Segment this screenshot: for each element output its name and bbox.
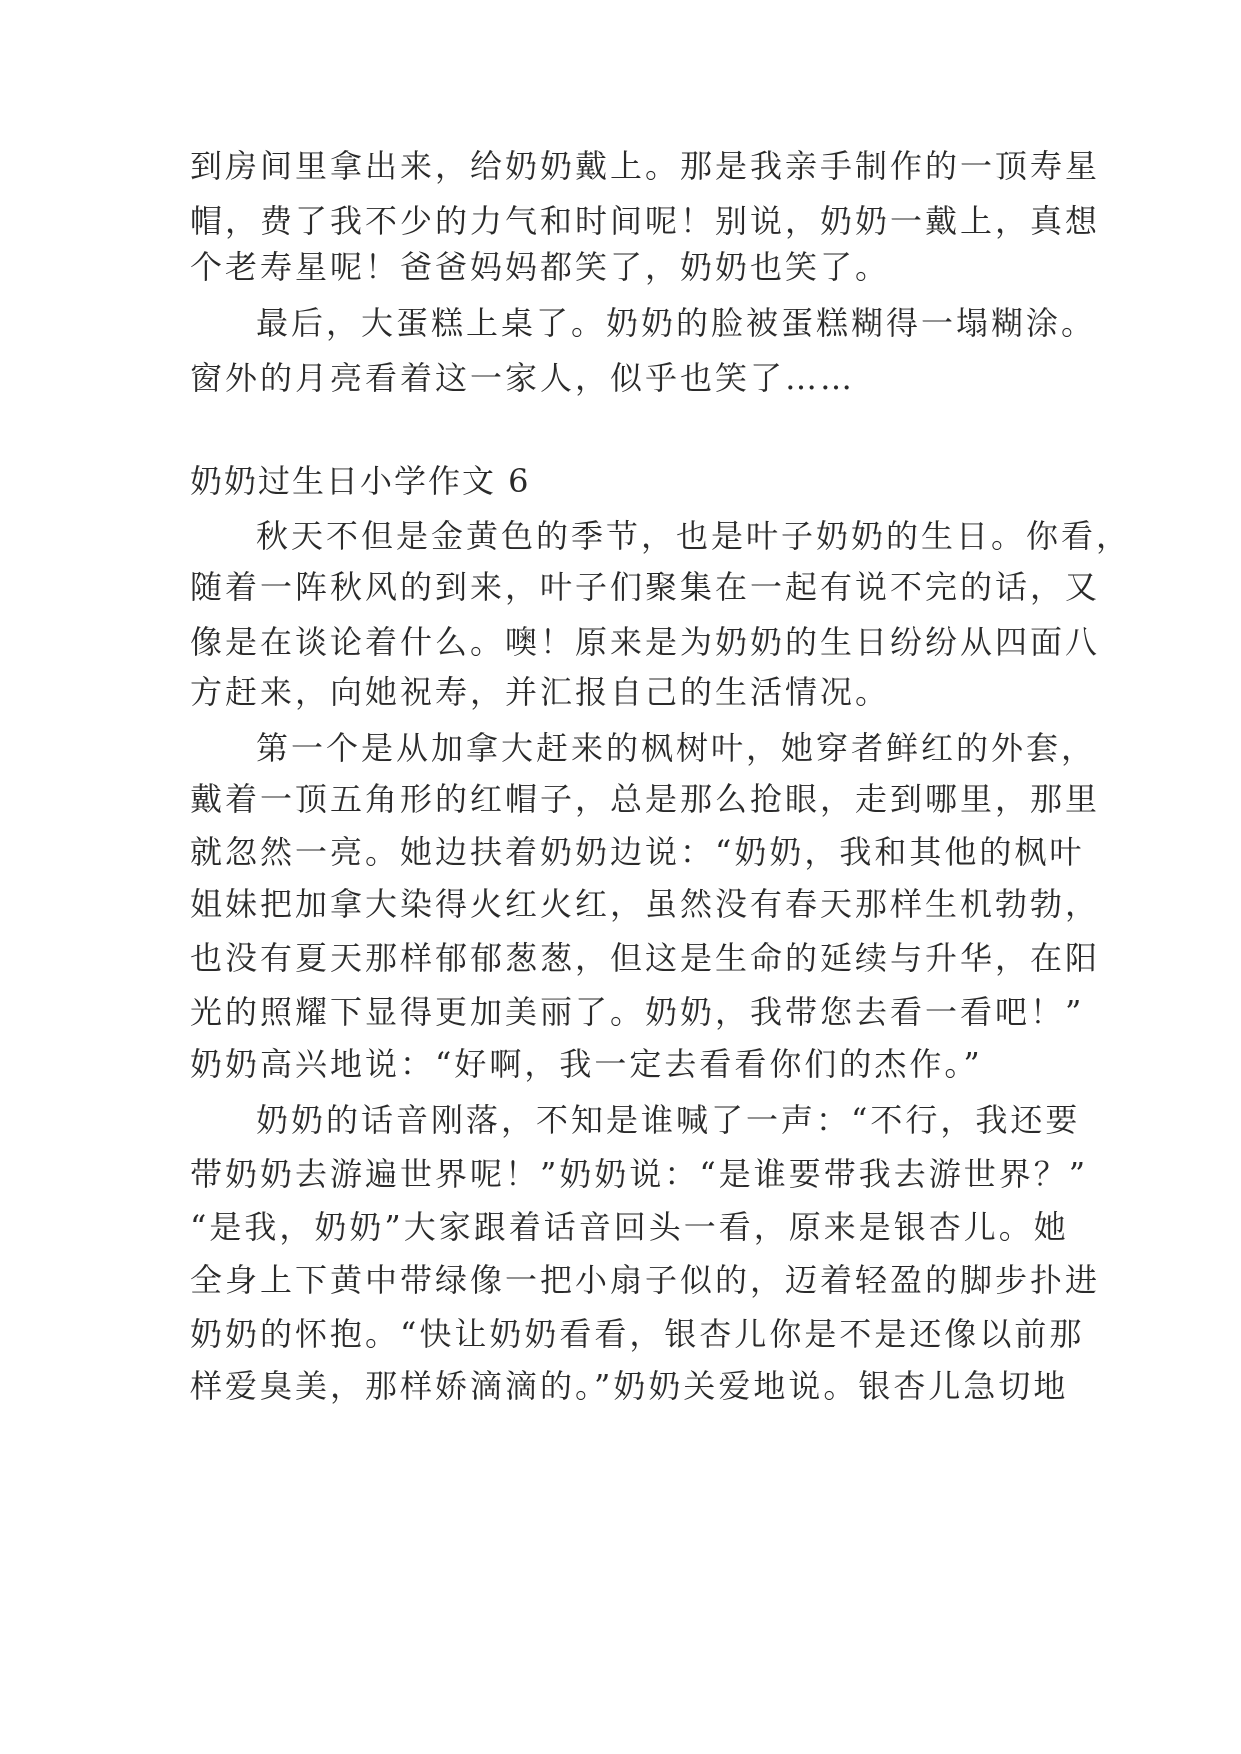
text-line: 像是在谈论着什么。噢！原来是为奶奶的生日纷纷从四面八	[190, 623, 1101, 661]
text-line: “是我，奶奶”大家跟着话音回头一看，原来是银杏儿。她	[190, 1208, 1069, 1246]
text-line: 第一个是从加拿大赶来的枫树叶，她穿者鲜红的外套，	[256, 729, 1097, 767]
text-line: 光的照耀下显得更加美丽了。奶奶，我带您去看一看吧！”	[190, 993, 1085, 1031]
section-heading: 奶奶过生日小学作文 6	[190, 462, 531, 500]
text-line: 戴着一顶五角形的红帽子，总是那么抢眼，走到哪里，那里	[190, 780, 1101, 818]
text-line: 就忽然一亮。她边扶着奶奶边说：“奶奶，我和其他的枫叶	[190, 833, 1085, 871]
text-line: 秋天不但是金黄色的季节，也是叶子奶奶的生日。你看，	[256, 517, 1132, 555]
text-line: 到房间里拿出来，给奶奶戴上。那是我亲手制作的一顶寿星	[190, 147, 1101, 185]
text-line: 奶奶的怀抱。“快让奶奶看看，银杏儿你是不是还像以前那	[190, 1315, 1085, 1353]
text-line: 帽，费了我不少的力气和时间呢！别说，奶奶一戴上，真想	[190, 202, 1101, 240]
text-line: 个老寿星呢！爸爸妈妈都笑了，奶奶也笑了。	[190, 248, 891, 286]
text-line: 方赶来，向她祝寿，并汇报自己的生活情况。	[190, 673, 891, 711]
text-line: 最后，大蛋糕上桌了。奶奶的脸被蛋糕糊得一塌糊涂。	[256, 304, 1097, 342]
text-line: 随着一阵秋风的到来，叶子们聚集在一起有说不完的话，又	[190, 568, 1101, 606]
text-line: 奶奶的话音刚落，不知是谁喊了一声：“不行，我还要	[256, 1101, 1081, 1139]
text-line: 窗外的月亮看着这一家人，似乎也笑了……	[190, 359, 856, 397]
text-line: 样爱臭美，那样娇滴滴的。”奶奶关爱地说。银杏儿急切地	[190, 1367, 1069, 1405]
text-line: 全身上下黄中带绿像一把小扇子似的，迈着轻盈的脚步扑进	[190, 1261, 1101, 1299]
text-line: 姐妹把加拿大染得火红火红，虽然没有春天那样生机勃勃，	[190, 885, 1101, 923]
text-line: 也没有夏天那样郁郁葱葱，但这是生命的延续与升华，在阳	[190, 939, 1101, 977]
text-line: 带奶奶去游遍世界呢！”奶奶说：“是谁要带我去游世界？”	[190, 1155, 1089, 1193]
text-line: 奶奶高兴地说：“好啊，我一定去看看你们的杰作。”	[190, 1045, 983, 1083]
